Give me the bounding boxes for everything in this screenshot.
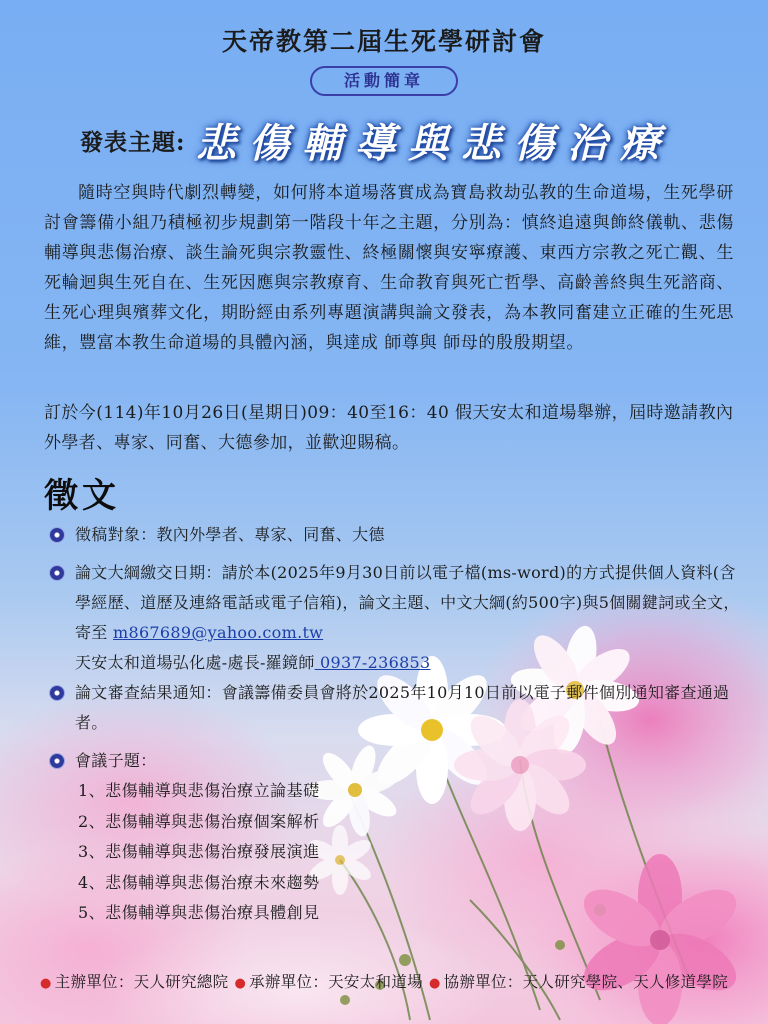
co-organizer-text: 協辦單位：天人研究學院、天人修道學院 <box>443 973 728 991</box>
red-dot-icon: ● <box>234 976 247 991</box>
bullet-icon <box>50 686 64 700</box>
red-dot-icon: ● <box>428 976 441 991</box>
topic-item: 5、悲傷輔導與悲傷治療具體創見 <box>78 903 320 922</box>
bullet-icon <box>50 566 64 580</box>
topic-item: 4、悲傷輔導與悲傷治療未來趨勢 <box>78 872 320 892</box>
call-for-papers-title: 徵文 <box>44 476 120 516</box>
footer-organizers <box>0 970 768 992</box>
topics-block <box>48 746 748 929</box>
brochure-badge: 活動簡章 <box>310 66 458 96</box>
deadline-text: 論文大綱繳交日期：請於本(2025年9月30日前以電子檔(ms-word)的方式提供個人資料(含學經歷、道歷及連絡電話或電子信箱)，論文主題、中文大綱(約500字)與5個關鍵詞或全文，寄至 <box>75 563 740 642</box>
bullet-icon <box>50 528 64 542</box>
list-item-review <box>48 678 748 738</box>
topic-item: 3、悲傷輔導與悲傷治療發展演進 <box>78 842 320 861</box>
red-dot-icon: ● <box>40 976 52 991</box>
topic-item: 1、悲傷輔導與悲傷治療立論基礎 <box>78 781 320 800</box>
email-link[interactable]: m867689@yahoo.com.tw <box>113 623 324 642</box>
host-text: 承辦單位：天安太和道場 <box>249 973 423 991</box>
theme-row <box>80 110 720 174</box>
list-item-deadline <box>48 558 748 678</box>
contact-text: 天安太和道場弘化處-處長-羅鏡師 <box>75 653 315 672</box>
bullet-icon <box>50 754 64 768</box>
page-title: 天帝教第二屆生死學研討會 <box>221 27 546 56</box>
topics-heading: 會議子題： <box>75 751 157 770</box>
topic-item: 2、悲傷輔導與悲傷治療個案解析 <box>78 811 320 831</box>
list-item-target <box>48 520 748 550</box>
target-text: 徵稿對象：教內外學者、專家、同奮、大德 <box>75 525 385 544</box>
intro-section <box>44 178 734 358</box>
phone-link[interactable]: 0937-236853 <box>314 653 431 672</box>
review-notice-text: 論文審查結果通知：會議籌備委員會將於2025年10月10日前以電子郵件個別通知審查通過者。 <box>75 683 730 732</box>
intro-paragraph: 隨時空與時代劇烈轉變，如何將本道場落實成為寶島救劫弘教的生命道場，生死學研討會籌備小組乃積極初步規劃第一階段十年之主題，分別為：慎終追遠與飾終儀軌、悲傷輔導與悲傷治療、談生論死與宗教靈性、終極關懷與安寧療護、東西方宗教之死亡觀、生死輪迴與生死自在、生死因應與宗教療育、生命教育與死亡哲學、高齡善終與生死諮商、生死心理與殯葬文化，期盼經由系列專題演講與論文發表，為本教同奮建立正確的生死思維，豐富本教生命道場的具體內涵，與達成 師尊與 師母的殷殷期望。 <box>44 183 734 353</box>
schedule-paragraph: 訂於今(114)年10月26日(星期日)09：40至16：40 假天安太和道場舉辦，屆時邀請教內外學者、專家、同奮、大德參加，並歡迎賜稿。 <box>44 403 734 453</box>
call-for-papers-list <box>48 520 748 929</box>
theme-prefix: 發表主題: <box>80 129 186 156</box>
list-item-topics <box>48 746 748 776</box>
organizer-text: 主辦單位：天人研究總院 <box>54 973 229 991</box>
theme-title: 悲傷輔導與悲傷治療 <box>196 120 673 167</box>
